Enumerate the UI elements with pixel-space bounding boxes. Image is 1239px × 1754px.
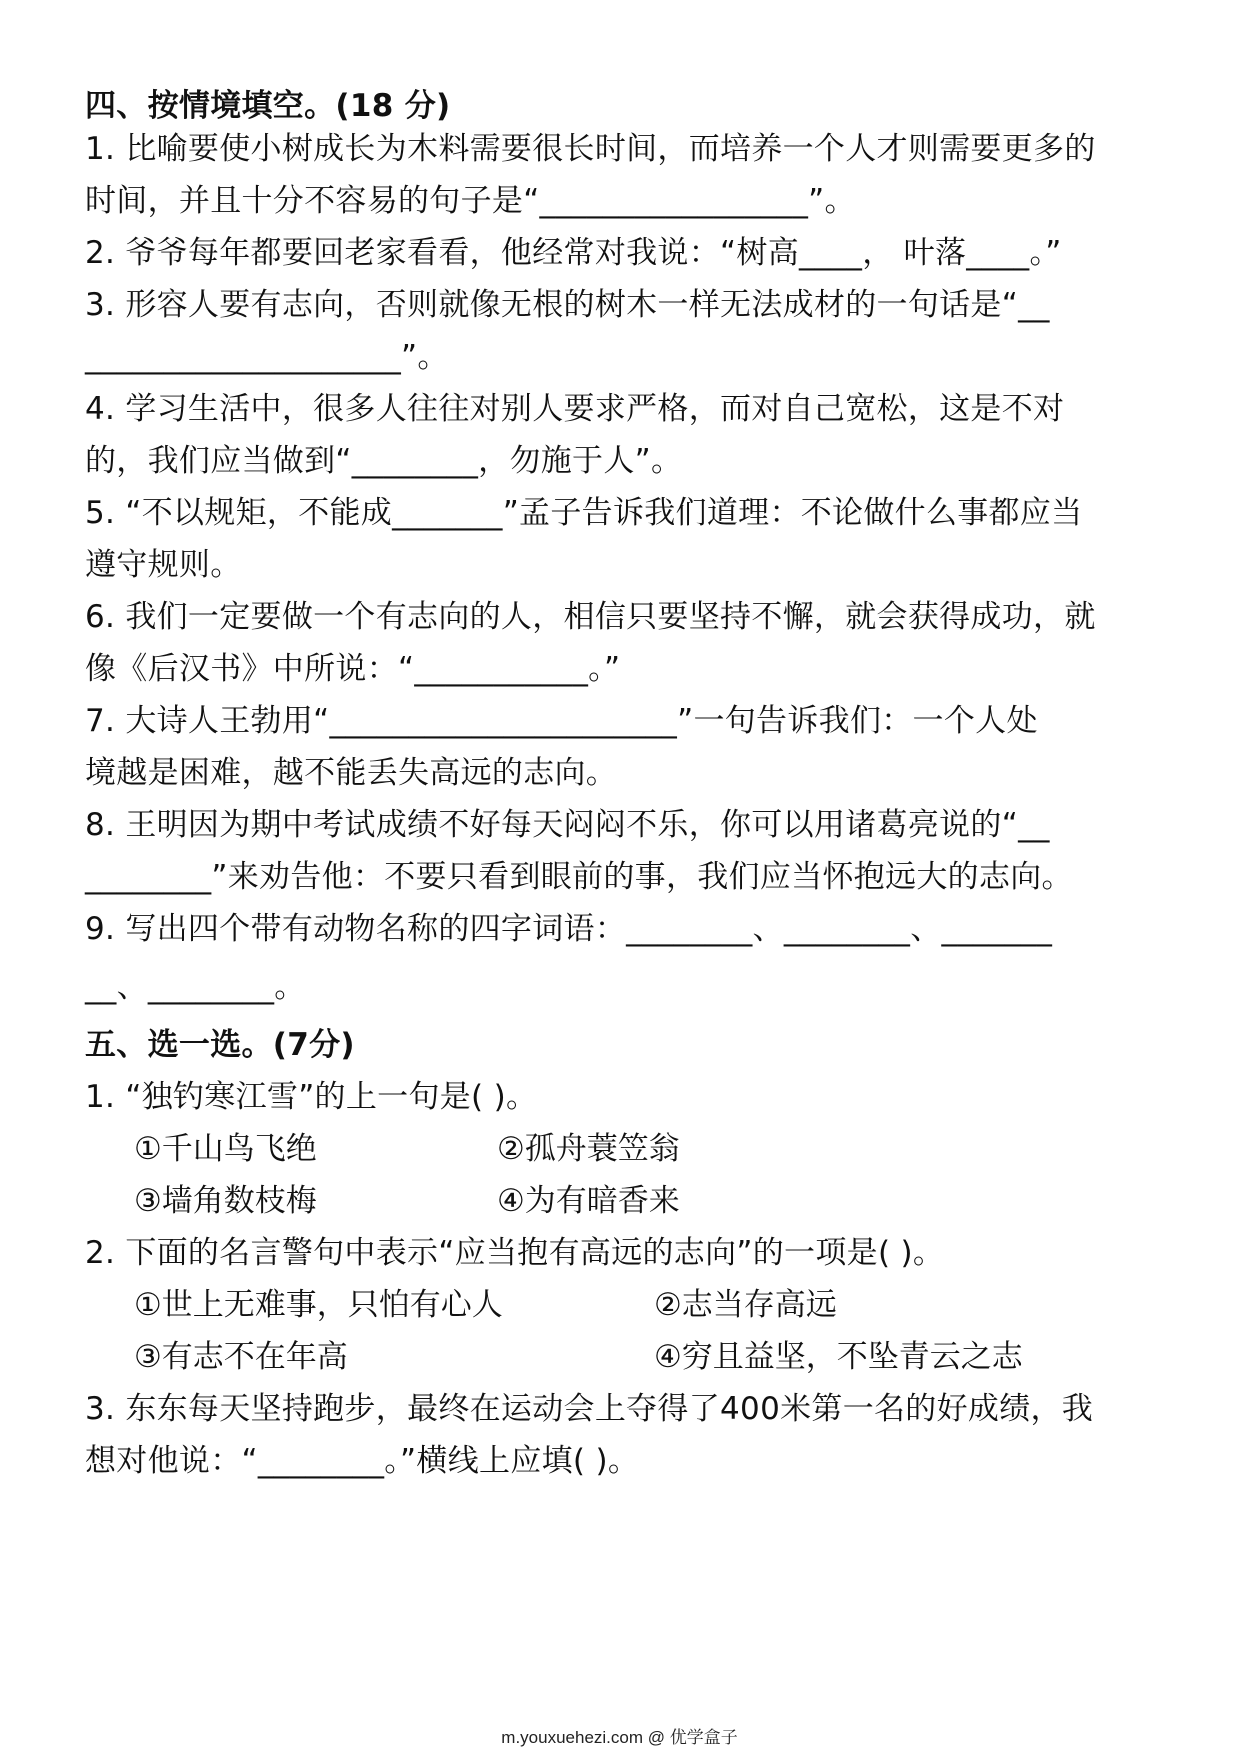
q4-5-line-1: 5. “不以规矩，不能成_______”孟子告诉我们道理：不论做什么事都应当 [85, 495, 1083, 531]
q4-4-line-2: 的，我们应当做到“________，勿施于人”。 [85, 443, 683, 479]
q5-1-option-2: ②孤舟蓑笠翁 [497, 1131, 680, 1167]
q5-1-option-3: ③墙角数枝梅 [134, 1183, 317, 1219]
section-4-heading: 四、按情境填空。(18 分) [85, 88, 451, 124]
q5-3-line-1: 3. 东东每天坚持跑步，最终在运动会上夺得了400米第一名的好成绩，我 [85, 1391, 1094, 1427]
q4-2-line-1: 2. 爷爷每年都要回老家看看，他经常对我说：“树高____， 叶落____。” [85, 235, 1062, 271]
q4-3-line-2: ____________________”。 [85, 339, 449, 375]
q5-2-option-2: ②志当存高远 [654, 1287, 837, 1323]
q5-3-line-2: 想对他说：“________。”横线上应填( )。 [85, 1443, 640, 1479]
footer-watermark: m.youxuehezi.com @ 优学盒子 [501, 1728, 738, 1747]
q4-8-line-1: 8. 王明因为期中考试成绩不好每天闷闷不乐，你可以用诸葛亮说的“__ [85, 807, 1050, 843]
q4-9-line-2: __、________。 [85, 969, 306, 1005]
q4-7-line-1: 7. 大诗人王勃用“______________________”一句告诉我们：一个人处 [85, 703, 1038, 739]
q5-1-option-1: ①千山鸟飞绝 [134, 1131, 317, 1167]
q5-1-option-4: ④为有暗香来 [497, 1183, 680, 1219]
q5-1-question: 1. “独钓寒江雪”的上一句是( )。 [85, 1079, 538, 1115]
q4-7-line-2: 境越是困难，越不能丢失高远的志向。 [85, 755, 618, 791]
section-5-heading: 五、选一选。(7分) [85, 1027, 355, 1063]
q5-2-option-4: ④穷且益坚，不坠青云之志 [654, 1339, 1023, 1375]
q4-3-line-1: 3. 形容人要有志向，否则就像无根的树木一样无法成材的一句话是“__ [85, 287, 1050, 323]
q4-5-line-2: 遵守规则。 [85, 547, 242, 583]
q5-2-option-1: ①世上无难事，只怕有心人 [134, 1287, 503, 1323]
q4-1-line-1: 1. 比喻要使小树成长为木料需要很长时间，而培养一个人才则需要更多的 [85, 131, 1096, 167]
q4-4-line-1: 4. 学习生活中，很多人往往对别人要求严格，而对自己宽松，这是不对 [85, 391, 1065, 427]
q4-6-line-2: 像《后汉书》中所说：“___________。” [85, 651, 621, 687]
q4-6-line-1: 6. 我们一定要做一个有志向的人，相信只要坚持不懈，就会获得成功，就 [85, 599, 1096, 635]
q5-2-question: 2. 下面的名言警句中表示“应当抱有高远的志向”的一项是( )。 [85, 1235, 945, 1271]
q4-1-line-2: 时间，并且十分不容易的句子是“_________________”。 [85, 183, 856, 219]
q4-8-line-2: ________”来劝告他：不要只看到眼前的事，我们应当怀抱远大的志向。 [85, 859, 1073, 895]
q5-2-option-3: ③有志不在年高 [134, 1339, 348, 1375]
q4-9-line-1: 9. 写出四个带有动物名称的四字词语：________、________、_______ [85, 911, 1053, 947]
